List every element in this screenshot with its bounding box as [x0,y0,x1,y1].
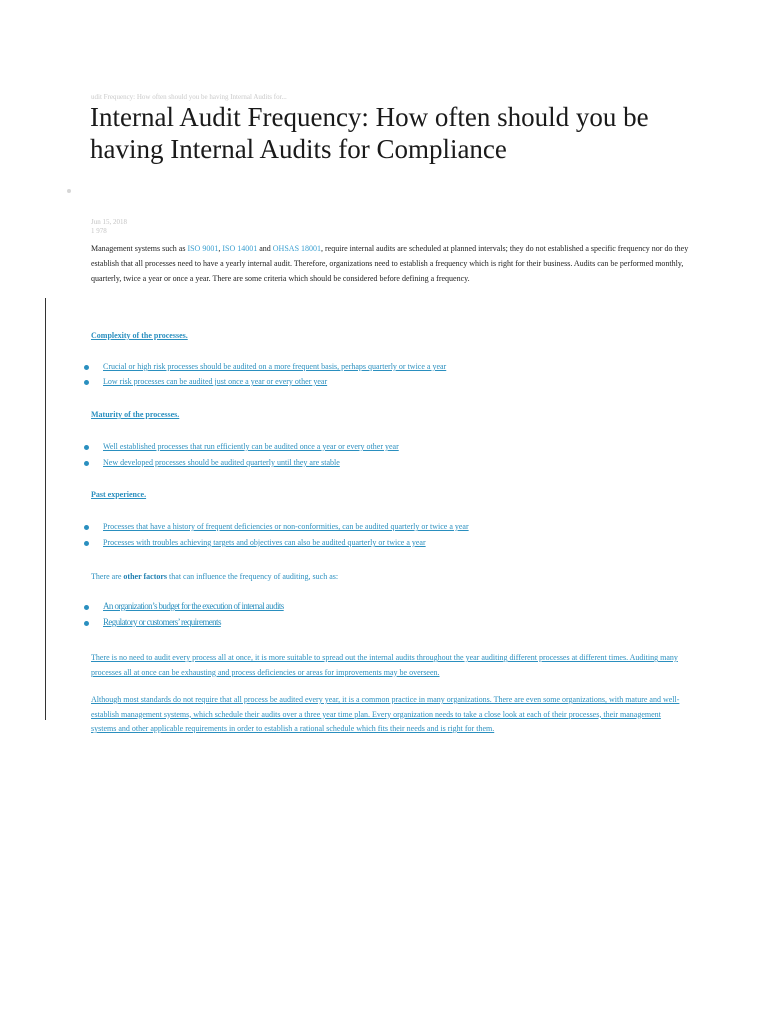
page-title: Internal Audit Frequency: How often should you be having Internal Audits for Compliance [90,102,649,164]
list-item[interactable]: Processes that have a history of frequent deficiencies or non-conformities, can be audited quarterly or twice a year [84,522,469,534]
breadcrumb[interactable]: udit Frequency: How often should you be having Internal Audits for... [91,93,287,101]
section-heading-complexity[interactable]: Complexity of the processes. [91,331,188,340]
article-meta [91,218,127,236]
section-heading-maturity[interactable]: Maturity of the processes. [91,410,180,419]
iso-14001-link[interactable]: ISO 14001 [222,244,258,253]
bullet-icon [84,605,89,610]
paragraph-common-practice[interactable]: Although most standards do not require that all process be audited every year, it is a common practice in many organizations. There are even some organizations, with mature and well-establish management systems, which schedule their audits over a three year time plan. Every organization needs to take a close look at each of their processes, their management systems and other applicable requirements in order to establish a rational schedule which fits their needs and is right for them. [91,695,680,733]
list-item[interactable]: Low risk processes can be audited just once a year or every other year [84,377,327,389]
bullet-icon [84,365,89,370]
bullet-icon [84,541,89,546]
section-heading-past-experience[interactable]: Past experience. [91,490,147,499]
bullet-icon [84,621,89,626]
vertical-divider [45,298,46,720]
iso-9001-link[interactable]: ISO 9001 [187,244,219,253]
bullet-icon [84,380,89,385]
view-count: 1 978 [91,227,107,235]
publish-date: Jun 15, 2018 [91,218,127,226]
bullet-icon [84,525,89,530]
paragraph-spread-audits[interactable]: There is no need to audit every process all at once, it is more suitable to spread out the internal audits throughout the year auditing different processes at different times. Auditing many processes all at once can be exhausting and process deficiencies or areas for improvements may be overseen. [91,653,678,677]
other-factors-intro[interactable]: There are other factors that can influence the frequency of auditing, such as: [91,572,339,581]
bullet-dot-icon [67,189,71,193]
list-item[interactable]: Crucial or high risk processes should be audited on a more frequent basis, perhaps quarterly or twice a year [84,362,446,374]
ohsas-18001-link[interactable]: OHSAS 18001 [272,244,322,253]
list-item[interactable]: Well established processes that run efficiently can be audited once a year or every other year [84,442,399,454]
list-item[interactable]: New developed processes should be audited quarterly until they are stable [84,458,340,470]
bullet-icon [84,445,89,450]
list-item[interactable]: Processes with troubles achieving targets and objectives can also be audited quarterly or twice a year [84,538,426,550]
list-item[interactable]: An organization’s budget for the execution of internal audits [84,601,284,613]
list-item[interactable]: Regulatory or customers’ requirements [84,617,221,629]
intro-paragraph: Management systems such as ISO 9001, ISO 14001 and OHSAS 18001, require internal audits are scheduled at planned intervals; they do not established a specific frequency nor do they establish that all processes need to have a yearly internal audit. Therefore, organizations need to establish a frequency which is right for their business. Audits can be performed monthly, quarterly, twice a year or once a year. There are some criteria which should be considered before defining a frequency. [91,244,689,283]
bullet-icon [84,461,89,466]
